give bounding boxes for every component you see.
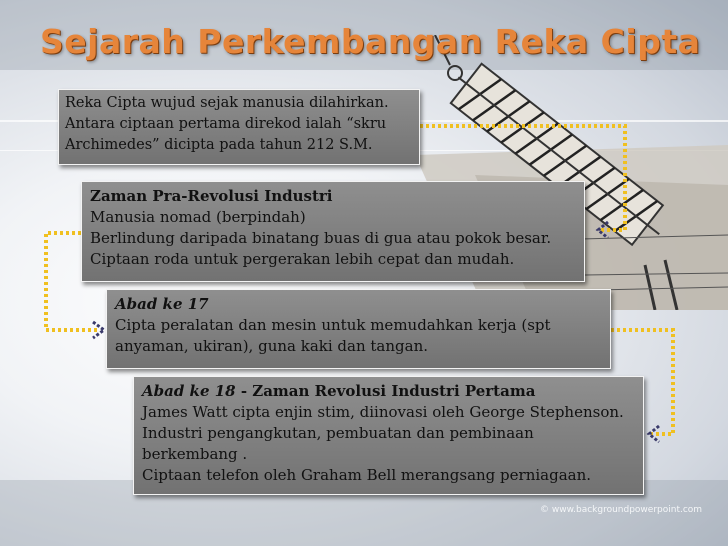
era-line: Berlindung daripada binatang buas di gua atau pokok besar. bbox=[90, 229, 552, 247]
era-box-18th-century bbox=[133, 376, 644, 495]
intro-line: Antara ciptaan pertama direkod ialah “skru bbox=[65, 116, 387, 132]
era-line: Manusia nomad (berpindah) bbox=[90, 208, 306, 226]
era-line: James Watt cipta enjin stim, diinovasi oleh George Stephenson. bbox=[142, 403, 624, 421]
slide-title: Sejarah Perkembangan Reka Cipta bbox=[40, 22, 701, 61]
era-box-17th-century bbox=[106, 289, 611, 369]
era-heading-italic: Abad ke 18 bbox=[142, 382, 236, 400]
intro-box bbox=[58, 89, 420, 165]
era-line: Ciptaan telefon oleh Graham Bell merangsang perniagaan. bbox=[142, 466, 592, 484]
era-box-pre-industrial bbox=[81, 181, 585, 282]
era-heading: Zaman Pra-Revolusi Industri bbox=[90, 187, 333, 205]
intro-line: Archimedes” dicipta pada tahun 212 S.M. bbox=[65, 137, 373, 153]
era-line: berkembang . bbox=[142, 445, 248, 463]
era-heading bbox=[142, 381, 635, 402]
era-line: Ciptaan roda untuk pergerakan lebih cepat dan mudah. bbox=[90, 250, 515, 268]
era-line: anyaman, ukiran), guna kaki dan tangan. bbox=[115, 337, 428, 355]
watermark: © www.backgroundpowerpoint.com bbox=[540, 505, 703, 515]
era-heading: Abad ke 17 bbox=[115, 295, 209, 313]
era-line: Industri pengangkutan, pembuatan dan pembinaan bbox=[142, 424, 534, 442]
intro-line: Reka Cipta wujud sejak manusia dilahirkan. bbox=[65, 95, 389, 111]
era-heading-rest: - Zaman Revolusi Industri Pertama bbox=[235, 382, 536, 400]
era-line: Cipta peralatan dan mesin untuk memudahkan kerja (spt bbox=[115, 316, 551, 334]
